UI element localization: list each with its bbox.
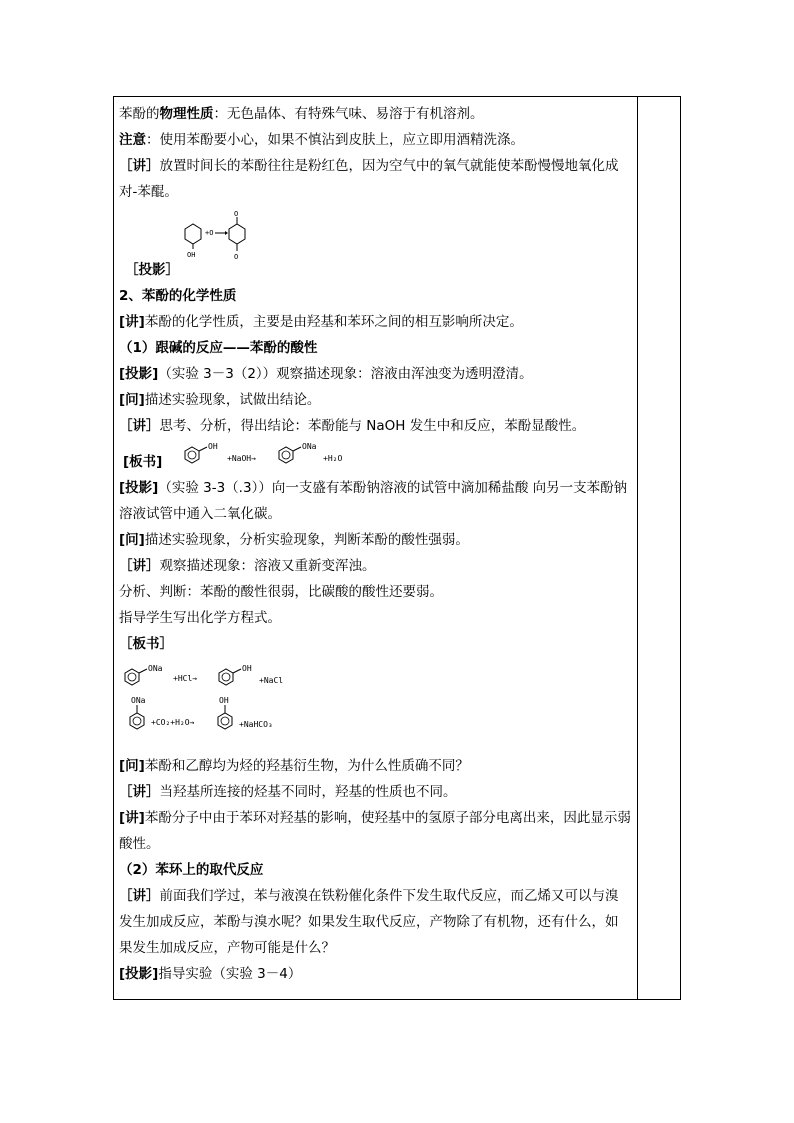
question-tag: [问] (119, 758, 145, 774)
text-span: （实验 3-3（.3））向一支盛有苯酚钠溶液的试管中滴加稀盐酸 向另一支苯酚钠溶液试管中通入二氧化碳。 (119, 480, 628, 522)
text-span: ：使用苯酚要小心，如果不慎沾到皮肤上，应立即用酒精洗涤。 (146, 132, 524, 148)
oxidation-figure-row (119, 205, 631, 283)
oh-label: OH (187, 251, 196, 259)
projection-experiment (119, 475, 631, 527)
question-line (119, 527, 631, 553)
projection-tag: ［投影］ (125, 262, 179, 278)
lecture-tag: ［讲］ (119, 558, 160, 574)
question-line (119, 387, 631, 413)
caution-line (119, 127, 631, 153)
product-label: +H₂O (323, 454, 343, 463)
question-line (119, 753, 631, 779)
ona-label: ONa (148, 664, 163, 673)
bond (199, 447, 207, 451)
product-label: +NaHCO₃ (239, 720, 273, 729)
physical-properties-line (119, 101, 631, 127)
text-span: 放置时间长的苯酚往往是粉红色，因为空气中的氧气就能使苯酚慢慢地氧化成对-苯醌。 (119, 158, 619, 200)
guidance-line: 指导学生写出化学方程式。 (119, 610, 281, 626)
bond (293, 447, 301, 451)
o-label: O (234, 210, 239, 218)
projection-line (119, 361, 631, 387)
bold-term: 物理性质 (159, 106, 214, 122)
aromatic-circle (222, 673, 230, 681)
lecture-bromine (119, 883, 631, 961)
oh-label: OH (242, 664, 252, 673)
text-span: 描述实验现象，分析实验现象，判断苯酚的酸性强弱。 (144, 532, 469, 548)
reagent-label: +NaOH→ (227, 454, 256, 463)
aromatic-circle (188, 451, 196, 459)
naoh-equation (175, 439, 435, 473)
aromatic-circle (282, 451, 290, 459)
column-divider (637, 96, 638, 1000)
aromatic-circle (128, 673, 136, 681)
question-tag: [问] (119, 532, 145, 548)
benzene-ring (218, 713, 232, 729)
lecture-weak-acid (119, 805, 631, 857)
ona-label: ONa (302, 442, 317, 451)
benzene-ring (279, 447, 293, 463)
phenol-oxidation-diagram (171, 209, 301, 273)
oh-label: OH (208, 442, 218, 451)
board-equations (119, 657, 631, 753)
reagent-label: +O (205, 229, 214, 237)
lecture-hydroxyl (119, 779, 631, 805)
aromatic-circle (133, 717, 141, 725)
o-label: O (234, 253, 239, 261)
arrowhead (225, 231, 228, 235)
reagent-label: +CO₂+H₂O→ (151, 718, 195, 727)
lesson-content (119, 101, 631, 987)
lecture-tag: ［讲］ (119, 888, 160, 904)
benzene-ring (125, 669, 139, 685)
lecture-oxidation (119, 153, 631, 205)
projection-tag: [投影] (119, 966, 159, 982)
text-span: 苯酚的化学性质，主要是由羟基和苯环之间的相互影响所决定。 (144, 314, 523, 330)
text-span: 指导实验（实验 3－4） (158, 966, 302, 982)
subheading-substitution: （2）苯环上的取代反应 (119, 862, 264, 878)
board-tag: [板书] (123, 454, 163, 470)
bond (233, 669, 241, 673)
text-span: 苯酚的 (119, 106, 160, 122)
text-span: 观察描述现象：溶液又重新变浑浊。 (159, 558, 376, 574)
benzene-ring (130, 713, 144, 729)
benzene-ring (185, 447, 199, 463)
projection-tag: [投影] (119, 480, 159, 496)
projection-guide (119, 961, 631, 987)
aromatic-circle (221, 717, 229, 725)
text-span: （实验 3－3（2））观察描述现象：溶液由浑浊变为透明澄清。 (158, 366, 533, 382)
lecture-tag: ［讲］ (119, 784, 160, 800)
text-span: 描述实验现象，试做出结论。 (144, 392, 321, 408)
lecture-tag: ［讲］ (119, 418, 160, 434)
ona-label: ONa (131, 696, 146, 705)
text-span: ：无色晶体、有特殊气味、易溶于有机溶剂。 (213, 106, 484, 122)
lecture-chemical (119, 309, 631, 335)
quinone-ring (229, 224, 245, 244)
lecture-acid (119, 413, 631, 439)
product-label: +NaCl (259, 676, 284, 685)
question-tag: [问] (119, 392, 145, 408)
lecture-tag: ［讲］ (119, 158, 160, 174)
text-span: 思考、分析，得出结论：苯酚能与 NaOH 发生中和反应，苯酚显酸性。 (159, 418, 586, 434)
bond (139, 669, 147, 673)
board-tag: ［板书］ (119, 636, 173, 652)
hcl-co2-equations (119, 657, 419, 753)
lecture-tag: [讲] (119, 810, 145, 826)
caution-label: 注意 (119, 132, 146, 148)
lecture-tag: [讲] (119, 314, 145, 330)
lecture-observe (119, 553, 631, 579)
text-span: 前面我们学过，苯与液溴在铁粉催化条件下发生取代反应，而乙烯又可以与溴发生加成反应，苯酚与溴水呢？如果发生取代反应，产物除了有机物，还有什么，如果发生加成反应，产物可能是什么？ (119, 888, 619, 956)
text-span: 当羟基所连接的烃基不同时，羟基的性质也不同。 (159, 784, 457, 800)
text-span: 苯酚分子中由于苯环对羟基的影响，使羟基中的氢原子部分电离出来，因此显示弱酸性。 (119, 810, 631, 852)
benzene-ring (219, 669, 233, 685)
text-span: 苯酚和乙醇均为烃的羟基衍生物，为什么性质确不同？ (144, 758, 469, 774)
board-naoh-row (119, 439, 631, 475)
reagent-label: +HCl→ (173, 674, 198, 683)
subheading-acidity: （1）跟碱的反应——苯酚的酸性 (119, 340, 318, 356)
analysis-line: 分析、判断：苯酚的酸性很弱，比碳酸的酸性还要弱。 (119, 584, 443, 600)
projection-tag: [投影] (119, 366, 159, 382)
section-heading-chemical: 2、苯酚的化学性质 (119, 288, 237, 304)
phenol-ring (185, 224, 201, 244)
oh-label: OH (219, 696, 229, 705)
